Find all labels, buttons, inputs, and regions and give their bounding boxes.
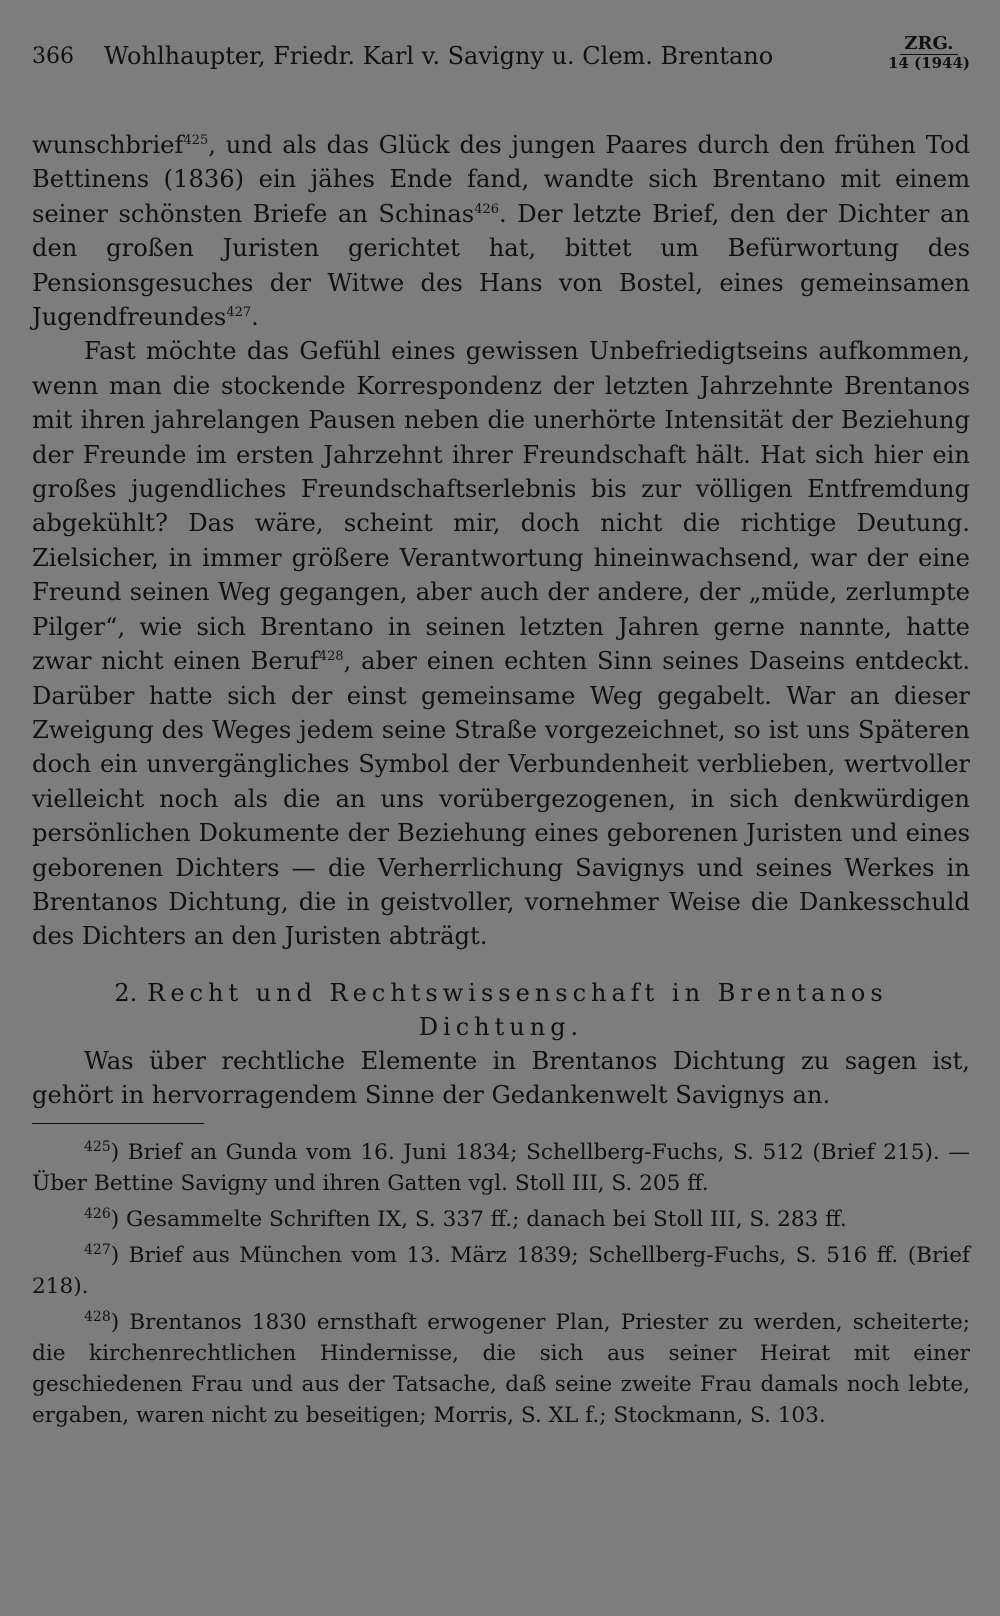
footnote-426: $^{426}$) Gesammelte Schriften IX, S. 337 ff.; danach bei Stoll III, S. 283 ff. [84, 1205, 847, 1232]
footnote-428: $^{428}$) Brentanos 1830 ernsthaft erwogener Plan, Priester zu werden, scheiterte; die kirchenrechtlichen Hindernisse, die sich aus seiner Heirat mit einer geschiedenen Frau und aus der Tatsache, daß seine zweite Frau damals noch lebte, ergaben, waren nicht zu beseitigen; Morris, S. XL f.; Stockmann, S. 103. [32, 1309, 970, 1429]
footnote-text: Brentanos 1830 ernsthaft erwogener Plan, Priester zu werden, scheiterte; die kirchenrechtlichen Hindernisse, die sich aus seiner Heirat mit einer geschiedenen Frau und aus der Tatsache, daß seine zweite Frau damals noch lebte, ergaben, waren nicht zu beseitigen; Morris, S. XL f.; Stockmann, S. 103. [32, 1310, 970, 1429]
page-header [32, 30, 970, 90]
body-text [32, 128, 970, 1113]
journal-volume: 14 (1944) [887, 53, 970, 72]
footnotes [32, 1132, 970, 1432]
footnote-ref-425: 425 [183, 132, 209, 148]
footnote-divider [32, 1123, 204, 1124]
text-run: Fast möchte das Gefühl eines gewissen Unbefriedigtseins aufkommen, wenn man die stockende Korrespondenz der letzten Jahrzehnte Brentanos mit ihren jahrelangen Pausen neben die unerhörte Intensität der Beziehung der Freunde im ersten Jahrzehnt ihrer Freundschaft hält. Hat sich hier ein großes jugendliches Freundschaftserlebnis bis zur völligen Entfremdung abgekühlt? Das wäre, scheint mir, doch nicht die richtige Deutung. Zielsicher, in immer größere Verantwortung hineinwachsend, war der eine Freund seinen Weg gegangen, aber auch der andere, der „müde, zerlumpte Pilger“, wie sich Brentano in seinen letzten Jahren gerne nannte, hatte zwar nicht einen Beruf [32, 337, 970, 676]
journal-abbr: ZRG. [900, 34, 957, 55]
section-title: Recht und Rechtswissenschaft in Brentanos Dichtung. [147, 978, 888, 1041]
journal-reference [888, 30, 970, 71]
footnote-mark: 425 [84, 1138, 111, 1155]
text-run: , und als das Glück des jungen Paares durch den frühen Tod Bettinens (1836) ein jähes Ende fand, wandte sich Brentano mit einem seiner schönsten Briefe an Schinas [32, 131, 970, 228]
paragraph-3: Was über rechtliche Elemente in Brentanos Dichtung zu sagen ist, gehört in hervorragendem Sinne der Gedankenwelt Savignys an. [32, 1046, 970, 1110]
section-number: 2. [114, 978, 138, 1007]
footnote-ref-427: 427 [226, 304, 252, 320]
running-title: Wohlhaupter, Friedr. Karl v. Savigny u. Clem. Brentano [104, 42, 774, 70]
page-number: 366 [32, 44, 74, 69]
footnote-ref-428: 428 [318, 649, 344, 665]
footnote-mark: 427 [84, 1241, 111, 1258]
text-run: wunschbrief [32, 131, 184, 159]
paragraph-2 [32, 334, 970, 953]
footnote-text: Brief an Gunda vom 16. Juni 1834; Schellberg-Fuchs, S. 512 (Brief 215). — Über Bettine Savigny und ihren Gatten vgl. Stoll III, S. 205 ff. [32, 1139, 970, 1196]
footnote-425: $^{425}$) Brief an Gunda vom 16. Juni 1834; Schellberg-Fuchs, S. 512 (Brief 215). — Über Bettine Savigny und ihren Gatten vgl. Stoll III, S. 205 ff. [32, 1138, 970, 1196]
section-heading [32, 976, 970, 1044]
text-run: . Der letzte Brief, den der Dichter an den großen Juristen gerichtet hat, bittet um Befürwortung des Pensionsgesuches der Witwe des Hans von Bostel, eines gemeinsamen Jugendfreundes [32, 199, 970, 332]
footnote-mark: 428 [84, 1309, 111, 1326]
text-run: , aber einen echten Sinn seines Daseins entdeckt. Darüber hatte sich der einst gemeinsame Weg gegabelt. War an dieser Zweigung des Weges jedem seine Straße vorgezeichnet, so ist uns Späteren doch ein unvergängliches Symbol der Verbundenheit verblieben, wertvoller vielleicht noch als die an uns vorübergezogenen, in sich denkwürdigen persönlichen Dokumente der Beziehung eines geborenen Juristen und eines geborenen Dichters — die Verherrlichung Savignys und seines Werkes in Brentanos Dichtung, die in geistvoller, vornehmer Weise die Dankesschuld des Dichters an den Juristen abträgt. [32, 647, 971, 951]
footnote-mark: 426 [84, 1205, 111, 1222]
footnote-427: $^{427}$) Brief aus München vom 13. März 1839; Schellberg-Fuchs, S. 516 ff. (Brief 218). [32, 1241, 970, 1300]
text-run: . [251, 303, 259, 332]
footnote-ref-426: 426 [474, 201, 500, 217]
paragraph-1 [32, 128, 970, 334]
footnote-text: Gesammelte Schriften IX, S. 337 ff.; danach bei Stoll III, S. 283 ff. [126, 1206, 847, 1232]
footnote-text: Brief aus München vom 13. März 1839; Schellberg-Fuchs, S. 516 ff. (Brief 218). [32, 1243, 970, 1300]
